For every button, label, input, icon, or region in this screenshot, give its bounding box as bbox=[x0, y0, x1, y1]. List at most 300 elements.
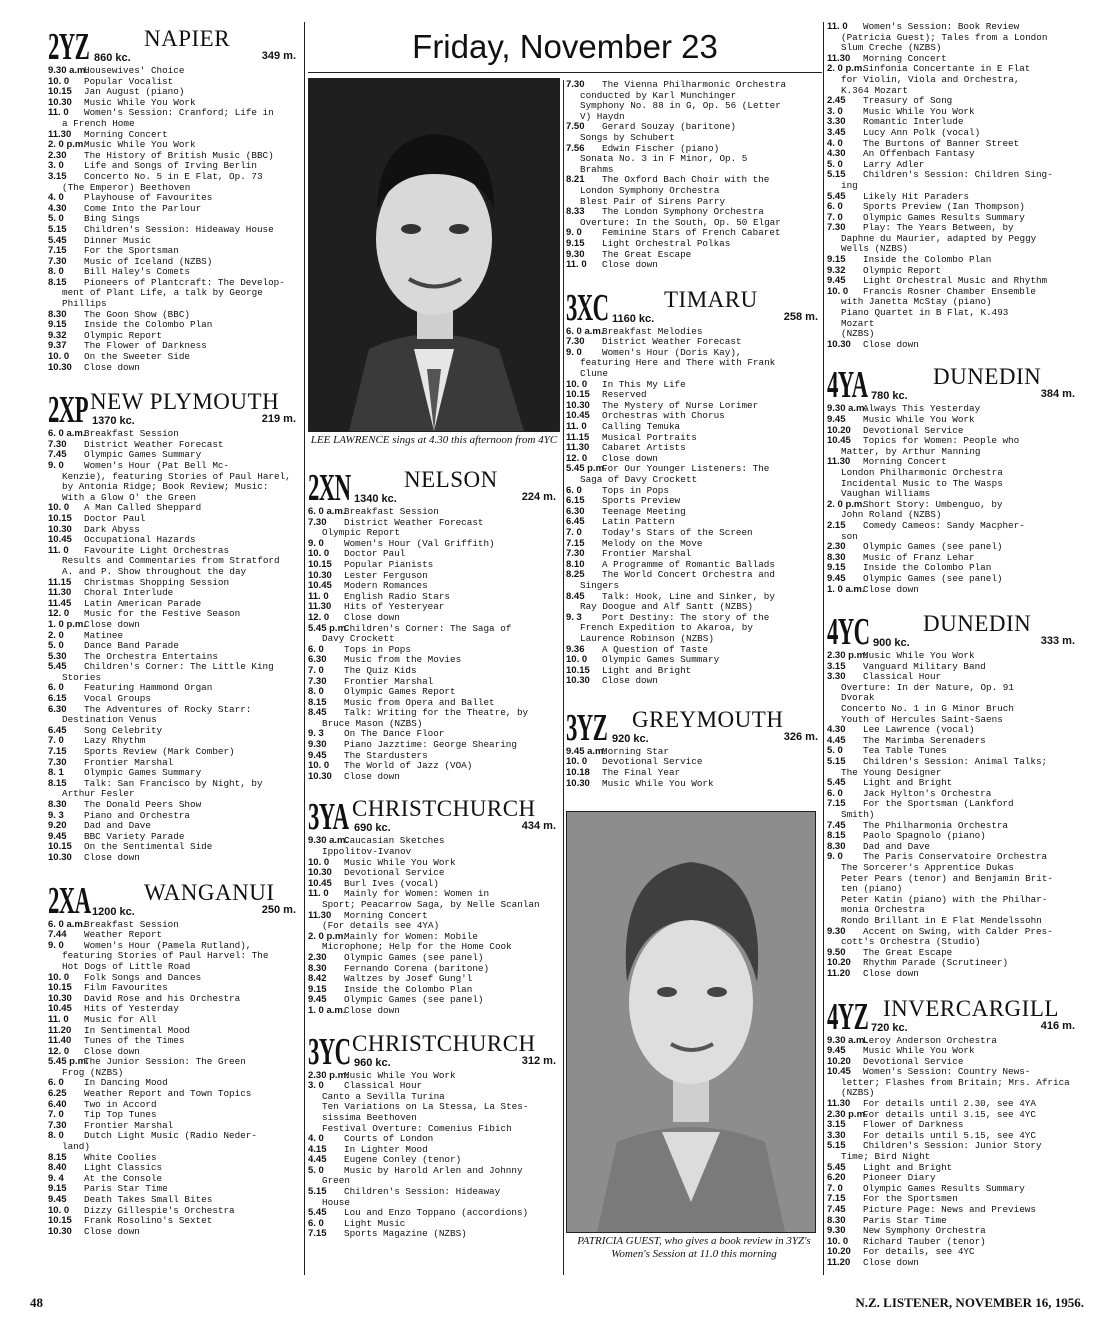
programme-row bbox=[566, 112, 822, 123]
programme-title: Ten Variations on La Stessa, La Stes- bbox=[322, 1102, 529, 1113]
programme-row bbox=[48, 715, 300, 726]
programme-title: land) bbox=[62, 1142, 90, 1153]
programme-title: Music While You Work bbox=[863, 106, 975, 117]
programme-time: 8.15 bbox=[308, 697, 327, 708]
programme-title: Arthur Fesler bbox=[62, 789, 135, 800]
programme-row bbox=[48, 204, 300, 215]
station-wavelength: 219 m. bbox=[261, 413, 296, 426]
programme-row bbox=[308, 911, 560, 922]
programme-row bbox=[827, 287, 1079, 298]
programme-time: 8.42 bbox=[308, 974, 327, 985]
programme-title: Inside the Colombo Plan bbox=[863, 563, 992, 574]
programme-time: 3.30 bbox=[827, 117, 846, 128]
programme-time: 5. 0 bbox=[48, 641, 64, 652]
programme-row bbox=[48, 768, 300, 779]
programme-title: Matter, by Arthur Manning bbox=[841, 446, 981, 457]
programme-row bbox=[827, 746, 1079, 757]
programme-row bbox=[48, 973, 300, 984]
programme-title: Close down bbox=[344, 771, 400, 782]
station-city: GREYMOUTH bbox=[632, 706, 784, 732]
programme-title: Olympic Games (see panel) bbox=[344, 995, 484, 1006]
programme-row bbox=[827, 1205, 1079, 1216]
programme-time: 7.44 bbox=[48, 930, 67, 941]
programme-title: For the Sportsman bbox=[84, 246, 179, 257]
programme-row bbox=[308, 985, 560, 996]
station-call-sign: 3YZ bbox=[566, 706, 608, 749]
programme-time: 3.45 bbox=[827, 127, 846, 138]
programme-title: John Roland (NZBS) bbox=[841, 510, 942, 521]
programme-row bbox=[827, 1088, 1079, 1099]
programme-time: 9.45 bbox=[827, 1046, 846, 1057]
programme-title: Phillips bbox=[62, 299, 107, 310]
programme-time: 9.30 a.m. bbox=[308, 836, 349, 847]
programme-row bbox=[827, 1120, 1079, 1131]
programme-row bbox=[566, 218, 822, 229]
programme-row bbox=[827, 863, 1079, 874]
programme-time: 7.30 bbox=[566, 549, 585, 560]
station-call-sign: 2XP bbox=[48, 389, 88, 432]
programme-title: In Dancing Mood bbox=[84, 1078, 168, 1089]
programme-title: Olympic Games (see panel) bbox=[863, 573, 1003, 584]
programme-time: 10. 0 bbox=[566, 655, 588, 666]
programme-title: For details until 2.30, see 4YA bbox=[863, 1099, 1036, 1110]
programme-row bbox=[308, 900, 560, 911]
programme-row bbox=[566, 91, 822, 102]
programme-row bbox=[827, 542, 1079, 553]
programme-row bbox=[308, 1229, 560, 1240]
programme-time: 8.45 bbox=[566, 591, 585, 602]
programme-title: ing bbox=[841, 180, 858, 191]
station-city: NELSON bbox=[404, 467, 498, 492]
programme-time: 3. 0 bbox=[48, 161, 64, 172]
programme-row bbox=[566, 144, 822, 155]
programme-row bbox=[827, 117, 1079, 128]
programme-row bbox=[308, 1187, 560, 1198]
programme-title: sissima Beethoven bbox=[322, 1112, 417, 1123]
programme-row bbox=[308, 751, 560, 762]
programme-row bbox=[827, 340, 1079, 351]
programme-time: 11. 0 bbox=[308, 889, 329, 900]
programme-time: 7.30 bbox=[308, 676, 327, 687]
programme-title: Tops in Pops bbox=[344, 644, 411, 655]
programme-time: 12. 0 bbox=[308, 612, 330, 623]
programme-list-4ya bbox=[827, 404, 1079, 595]
programme-row bbox=[566, 250, 822, 261]
programme-title: In Sentimental Mood bbox=[84, 1025, 191, 1036]
programme-title: For details, see 4YC bbox=[863, 1247, 975, 1258]
programme-row bbox=[566, 539, 822, 550]
programme-title: Likely Hit Paraders bbox=[863, 191, 970, 202]
station-wavelength: 326 m. bbox=[783, 730, 818, 743]
programme-time: 10. 0 bbox=[308, 761, 330, 772]
programme-title: Come Into the Parlour bbox=[84, 203, 202, 214]
programme-title: Life and Songs of Irving Berlin bbox=[84, 161, 257, 172]
programme-time: 10.45 bbox=[308, 878, 332, 889]
programme-time: 9.15 bbox=[827, 563, 846, 574]
programme-time: 7.15 bbox=[827, 799, 846, 810]
programme-row bbox=[308, 634, 560, 645]
programme-title: Burl Ives (vocal) bbox=[344, 878, 439, 889]
programme-title: London Symphony Orchestra bbox=[580, 185, 720, 196]
programme-time: 11. 0 bbox=[48, 1014, 69, 1025]
programme-title: Weather Report and Town Topics bbox=[84, 1089, 252, 1100]
programme-time: 10.45 bbox=[48, 535, 72, 546]
programme-time: 7.45 bbox=[827, 1205, 846, 1215]
programme-time: 9.30 bbox=[308, 740, 327, 751]
programme-row bbox=[48, 1206, 300, 1217]
programme-time: 1. 0 a.m. bbox=[827, 584, 865, 595]
programme-time: 8.30 bbox=[48, 309, 67, 320]
column-divider bbox=[563, 80, 564, 1275]
programme-time: 10.45 bbox=[48, 1004, 72, 1015]
programme-row bbox=[827, 457, 1079, 468]
programme-time: 5.45 bbox=[827, 191, 846, 202]
programme-time: 11.40 bbox=[48, 1036, 72, 1047]
programme-time: 9.32 bbox=[827, 265, 846, 276]
programme-row bbox=[827, 149, 1079, 160]
programme-time: 4.45 bbox=[308, 1155, 327, 1166]
programme-time: 8.33 bbox=[566, 207, 585, 218]
programme-row bbox=[566, 101, 822, 112]
programme-title: Orchestras with Chorus bbox=[602, 411, 725, 422]
programme-time: 7.50 bbox=[566, 122, 585, 133]
column-4 bbox=[827, 22, 1079, 1269]
programme-row bbox=[48, 1100, 300, 1111]
programme-title: The London Symphony Orchestra bbox=[602, 207, 764, 218]
programme-title: The Oxford Bach Choir with the bbox=[602, 175, 770, 186]
programme-title: Leroy Anderson Orchestra bbox=[863, 1035, 997, 1046]
programme-title: A Man Called Sheppard bbox=[84, 503, 202, 514]
programme-title: son bbox=[841, 531, 858, 542]
programme-title: Today's Stars of the Screen bbox=[602, 527, 753, 538]
programme-time: 7. 0 bbox=[308, 665, 324, 676]
programme-title: Results and Commentaries from Stratford bbox=[62, 556, 280, 567]
programme-row bbox=[308, 858, 560, 869]
programme-title: Lucy Ann Polk (vocal) bbox=[863, 127, 981, 138]
programme-time: 10. 0 bbox=[827, 1236, 849, 1247]
programme-title: Dad and Dave bbox=[863, 841, 930, 852]
programme-time: 5.45 bbox=[48, 662, 67, 673]
programme-row bbox=[48, 546, 300, 557]
programme-row bbox=[48, 151, 300, 162]
programme-row bbox=[48, 267, 300, 278]
programme-title: Olympic Report bbox=[322, 528, 401, 539]
programme-row bbox=[827, 927, 1079, 938]
programme-row bbox=[566, 369, 822, 380]
programme-title: District Weather Forecast bbox=[602, 337, 742, 348]
programme-title: Bing Sings bbox=[84, 214, 140, 225]
programme-title: Caucasian Sketches bbox=[344, 836, 445, 847]
programme-time: 6.15 bbox=[566, 496, 585, 507]
station-call-sign: 2YZ bbox=[48, 26, 90, 68]
programme-time: 5.15 bbox=[827, 757, 846, 768]
programme-time: 8.30 bbox=[48, 800, 67, 810]
programme-row bbox=[827, 574, 1079, 585]
programme-row bbox=[48, 172, 300, 183]
programme-row bbox=[827, 447, 1079, 458]
programme-time: 8.30 bbox=[827, 1215, 846, 1226]
programme-row bbox=[308, 677, 560, 688]
programme-row bbox=[827, 415, 1079, 426]
programme-time: 11.30 bbox=[827, 1099, 851, 1110]
programme-title: Sports Magazine (NZBS) bbox=[344, 1229, 467, 1240]
programme-row bbox=[308, 879, 560, 890]
programme-row bbox=[48, 758, 300, 769]
programme-title: Music of Iceland (NZBS) bbox=[84, 256, 213, 267]
programme-time: 11.30 bbox=[308, 602, 332, 613]
programme-row bbox=[308, 624, 560, 635]
programme-row bbox=[308, 740, 560, 751]
programme-title: Close down bbox=[84, 619, 140, 630]
programme-time: 2.30 p.m. bbox=[827, 651, 868, 662]
programme-title: Sport; Peacarrow Saga, by Nelle Scanlan bbox=[322, 900, 540, 910]
programme-time: 7.45 bbox=[827, 820, 846, 831]
programme-title: The Stardusters bbox=[344, 750, 428, 761]
programme-title: Bill Haley's Comets bbox=[84, 267, 191, 278]
programme-title: (For details see 4YA) bbox=[322, 921, 440, 932]
programme-time: 6.40 bbox=[48, 1099, 67, 1110]
station-frequency: 900 kc. bbox=[873, 637, 910, 650]
programme-title: Choral Interlude bbox=[84, 588, 174, 599]
programme-title: Sinfonia Concertante in E Flat bbox=[863, 64, 1031, 75]
programme-row bbox=[827, 468, 1079, 479]
programme-title: Women's Hour (Doris Kay), bbox=[602, 347, 742, 358]
programme-title: Close down bbox=[863, 968, 919, 979]
programme-title: featuring Here and There with Frank bbox=[580, 358, 776, 369]
station-frequency: 1160 kc. bbox=[612, 312, 655, 325]
programme-row bbox=[48, 578, 300, 589]
programme-title: Eugene Conley (tenor) bbox=[344, 1155, 462, 1166]
programme-time: 11.20 bbox=[827, 968, 851, 979]
programme-time: 6. 0 bbox=[308, 644, 324, 655]
programme-time: 8.40 bbox=[48, 1163, 67, 1174]
station-city: DUNEDIN bbox=[923, 611, 1032, 637]
programme-row bbox=[566, 768, 822, 779]
programme-title: Short Story: Umbenguo, by bbox=[863, 499, 1003, 510]
programme-row bbox=[827, 64, 1079, 75]
programme-time: 5.45 p.m. bbox=[308, 623, 349, 634]
programme-row bbox=[827, 255, 1079, 266]
programme-list-2yz bbox=[48, 66, 300, 373]
programme-title: (NZBS) bbox=[841, 329, 875, 340]
programme-time: 10.30 bbox=[48, 1226, 72, 1237]
programme-time: 6.30 bbox=[308, 655, 327, 666]
programme-title: Green bbox=[322, 1176, 350, 1187]
programme-title: Dizzy Gillespie's Orchestra bbox=[84, 1205, 235, 1216]
programme-time: 2. 0 bbox=[48, 630, 64, 641]
programme-time: 6. 0 bbox=[566, 485, 582, 496]
programme-row bbox=[48, 87, 300, 98]
programme-row bbox=[48, 1015, 300, 1026]
programme-row bbox=[566, 260, 822, 271]
programme-time: 2. 0 p.m. bbox=[827, 64, 866, 75]
programme-title: Popular Pianists bbox=[344, 559, 434, 570]
programme-row bbox=[827, 1046, 1079, 1057]
programme-title: Fernando Corena (baritone) bbox=[344, 963, 490, 974]
programme-list-4yc bbox=[827, 651, 1079, 979]
programme-row bbox=[48, 951, 300, 962]
programme-row bbox=[566, 570, 822, 581]
programme-time: 9.45 bbox=[827, 573, 846, 584]
station-city: NEW PLYMOUTH bbox=[90, 389, 280, 415]
station-frequency: 920 kc. bbox=[612, 732, 649, 745]
programme-row bbox=[48, 1078, 300, 1089]
programme-time: 10.15 bbox=[48, 983, 72, 994]
programme-title: Latin American Parade bbox=[84, 598, 202, 609]
programme-row bbox=[827, 319, 1079, 330]
programme-title: District Weather Forecast bbox=[344, 517, 484, 528]
programme-time: 8. 1 bbox=[48, 768, 64, 779]
programme-title: Matinee bbox=[84, 630, 124, 641]
programme-time: 8.10 bbox=[566, 559, 585, 570]
programme-title: (Patricia Guest); Tales from a London bbox=[841, 32, 1048, 43]
programme-time: 6. 0 bbox=[48, 683, 64, 694]
programme-row bbox=[48, 1110, 300, 1121]
programme-title: Weather Report bbox=[84, 930, 163, 941]
programme-row bbox=[566, 517, 822, 528]
programme-row bbox=[827, 54, 1079, 65]
programme-row bbox=[48, 257, 300, 268]
programme-time: 3. 0 bbox=[308, 1081, 324, 1092]
programme-title: Breakfast Melodies bbox=[602, 326, 703, 337]
programme-row bbox=[48, 556, 300, 567]
programme-row bbox=[308, 1166, 560, 1177]
station-header-4yz bbox=[827, 994, 1079, 1036]
programme-time: 9.37 bbox=[48, 341, 67, 352]
programme-row bbox=[308, 729, 560, 740]
programme-time: 9.36 bbox=[566, 644, 585, 655]
station-city: CHRISTCHURCH bbox=[352, 1030, 536, 1056]
programme-title: Youth of Hercules Saint-Saens bbox=[841, 714, 1003, 725]
programme-time: 9.45 bbox=[827, 276, 846, 287]
programme-title: Piano Jazztime: George Shearing bbox=[344, 740, 517, 751]
programme-title: Incidental Music to The Wasps bbox=[841, 478, 1003, 489]
programme-time: 10. 0 bbox=[308, 549, 330, 560]
programme-row bbox=[827, 510, 1079, 521]
station-city: TIMARU bbox=[664, 286, 758, 312]
programme-title: Dutch Light Music (Radio Neder- bbox=[84, 1131, 257, 1142]
programme-time: 10. 0 bbox=[48, 352, 70, 363]
programme-title: Olympic Games Summary bbox=[84, 450, 202, 461]
programme-time: 5. 0 bbox=[827, 159, 843, 170]
programme-time: 6.45 bbox=[566, 517, 585, 528]
programme-title: Inside the Colombo Plan bbox=[344, 984, 473, 995]
programme-time: 10.30 bbox=[48, 852, 72, 863]
programme-title: Concerto No. 5 in E Flat, Op. 73 bbox=[84, 171, 263, 182]
programme-row bbox=[48, 811, 300, 822]
programme-time: 4.30 bbox=[827, 725, 846, 736]
programme-row bbox=[566, 655, 822, 666]
programme-time: 1. 0 a.m. bbox=[308, 1005, 346, 1016]
programme-title: On the Sweeter Side bbox=[84, 352, 191, 363]
programme-title: Music from Opera and Ballet bbox=[344, 697, 495, 708]
programme-row bbox=[48, 140, 300, 151]
programme-title: Frog (NZBS) bbox=[62, 1067, 124, 1078]
programme-row bbox=[566, 634, 822, 645]
programme-row bbox=[566, 560, 822, 571]
programme-row bbox=[827, 585, 1079, 596]
programme-row bbox=[48, 652, 300, 663]
programme-title: Talk: Hook, Line and Sinker, by bbox=[602, 591, 775, 602]
programme-title: Frontier Marshal bbox=[602, 549, 692, 560]
programme-title: Olympic Report bbox=[84, 330, 163, 341]
programme-time: 6. 0 a.m. bbox=[308, 507, 346, 517]
programme-time: 8.15 bbox=[827, 831, 846, 842]
programme-time: 4.30 bbox=[48, 203, 67, 214]
programme-title: Morning Concert bbox=[344, 910, 428, 921]
programme-title: The World Concert Orchestra and bbox=[602, 570, 775, 581]
programme-time: 9.30 a.m. bbox=[48, 66, 89, 76]
programme-title: Classical Hour bbox=[344, 1081, 423, 1092]
programme-title: Olympic Games Report bbox=[344, 687, 456, 698]
programme-title: Latin Pattern bbox=[602, 517, 675, 528]
programme-title: Music While You Work bbox=[602, 778, 714, 789]
programme-time: 11.20 bbox=[827, 1257, 851, 1268]
programme-row bbox=[48, 673, 300, 684]
programme-title: Favourite Light Orchestras bbox=[84, 545, 230, 556]
programme-time: 5.45 p.m. bbox=[566, 464, 607, 475]
station-header-2xa bbox=[48, 878, 300, 920]
programme-title: Olympic Games Results Summary bbox=[863, 1183, 1025, 1194]
programme-title: Port Destiny: The story of the bbox=[602, 612, 770, 623]
programme-time: 6. 0 bbox=[827, 788, 843, 799]
programme-row bbox=[48, 930, 300, 941]
station-header-2yz bbox=[48, 24, 300, 66]
programme-title: Folk Songs and Dances bbox=[84, 972, 202, 983]
programme-title: London Philharmonic Orchestra bbox=[841, 467, 1003, 478]
programme-row bbox=[566, 645, 822, 656]
programme-title: Children's Session: Children Sing- bbox=[863, 170, 1053, 181]
programme-row bbox=[48, 609, 300, 620]
programme-title: The Paris Conservatoire Orchestra bbox=[863, 852, 1048, 863]
programme-title: Hits of Yesteryear bbox=[344, 602, 445, 613]
programme-row bbox=[48, 800, 300, 811]
programme-time: 5. 0 bbox=[308, 1165, 324, 1176]
programme-title: House bbox=[322, 1197, 350, 1208]
programme-title: Rhythm Parade (Scrutineer) bbox=[863, 958, 1009, 969]
programme-title: Comedy Cameos: Sandy Macpher- bbox=[863, 520, 1025, 531]
programme-title: Light Orchestral Music and Rhythm bbox=[863, 276, 1048, 287]
programme-row bbox=[48, 288, 300, 299]
programme-row bbox=[308, 1208, 560, 1219]
programme-time: 12. 0 bbox=[566, 453, 588, 464]
programme-title: Paris Star Time bbox=[863, 1215, 947, 1226]
programme-time: 6.30 bbox=[566, 506, 585, 517]
programme-title: Children's Session: Hideaway House bbox=[84, 224, 274, 235]
programme-title: Richard Tauber (tenor) bbox=[863, 1236, 986, 1247]
programme-row bbox=[308, 1198, 560, 1209]
programme-row bbox=[48, 246, 300, 257]
programme-time: 10.15 bbox=[566, 665, 590, 676]
programme-time: 6. 0 bbox=[308, 1218, 324, 1229]
programme-title: Symphony No. 88 in G, Op. 56 (Letter bbox=[580, 101, 781, 112]
programme-title: monia Orchestra bbox=[841, 905, 925, 916]
station-city: INVERCARGILL bbox=[883, 995, 1059, 1021]
programme-title: Close down bbox=[344, 612, 400, 623]
programme-row bbox=[827, 33, 1079, 44]
programme-row bbox=[827, 1258, 1079, 1269]
programme-row bbox=[827, 821, 1079, 832]
programme-time: 8. 0 bbox=[308, 687, 324, 698]
programme-list-3ya bbox=[308, 836, 560, 1016]
programme-row bbox=[566, 207, 822, 218]
programme-row bbox=[308, 602, 560, 613]
programme-time: 10.30 bbox=[566, 778, 590, 789]
programme-row bbox=[308, 698, 560, 709]
programme-row bbox=[48, 1057, 300, 1068]
programme-row bbox=[48, 535, 300, 546]
programme-row bbox=[827, 757, 1079, 768]
